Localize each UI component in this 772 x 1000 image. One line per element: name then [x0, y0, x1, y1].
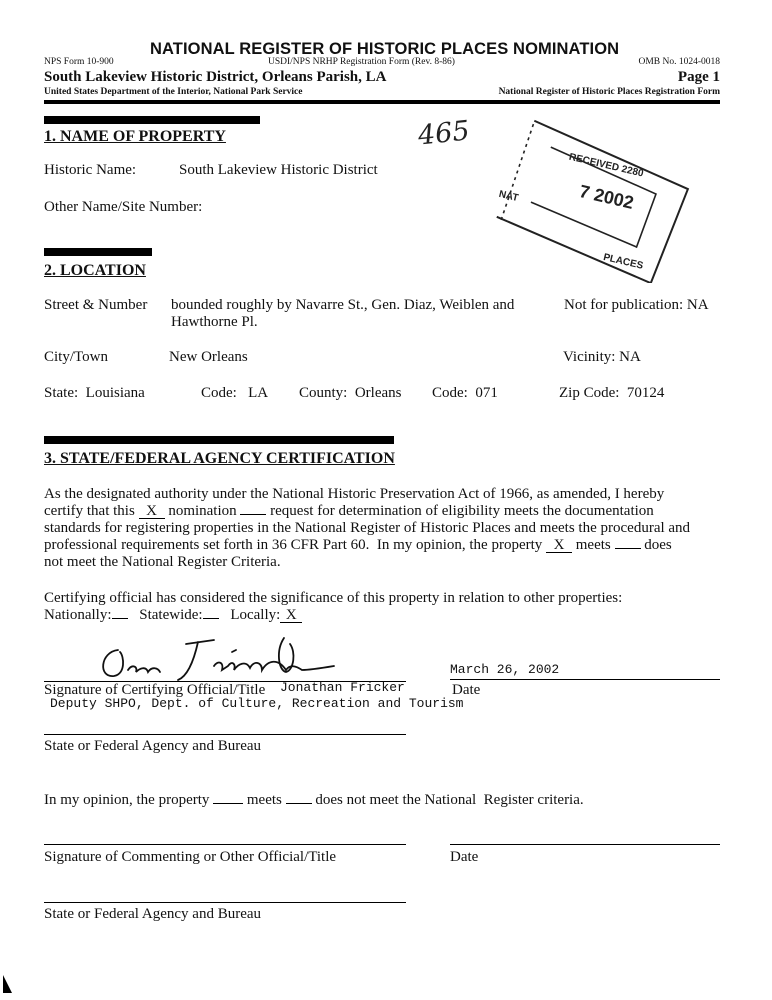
page-number: Page 1 [677, 69, 720, 85]
date-label: Date [452, 682, 481, 698]
city-label: City/Town [44, 349, 108, 365]
agency2-label: State or Federal Agency and Bureau [44, 906, 262, 922]
page-title: NATIONAL REGISTER OF HISTORIC PLACES NOMINATION [150, 40, 620, 58]
stamp-nat: NAT [497, 188, 520, 204]
nomination-check: X [139, 504, 165, 519]
signer-title: Deputy SHPO, Dept. of Culture, Recreation and Tourism [50, 696, 464, 711]
not-for-publication: Not for publication: NA [564, 297, 709, 313]
omb-number: OMB No. 1024-0018 [638, 57, 720, 67]
cert-line1: As the designated authority under the National Historic Preservation Act of 1966, as amended, I hereby [44, 486, 665, 502]
street-label: Street & Number [44, 297, 148, 313]
request-check [240, 514, 266, 515]
commenting-signature-line [44, 844, 406, 845]
received-stamp [478, 118, 708, 283]
state: State: Louisiana [44, 385, 145, 401]
handwritten-number: 465 [416, 115, 472, 152]
form-revision: USDI/NPS NRHP Registration Form (Rev. 8-86) [268, 57, 455, 67]
cert-line3: standards for registering properties in the National Register of Historic Places and meets the procedural and [44, 520, 691, 536]
signer-name: Jonathan Fricker [280, 680, 405, 695]
section2-bar [44, 248, 152, 256]
nationally-label: Nationally: [44, 607, 112, 623]
form-number: NPS Form 10-900 [44, 57, 114, 67]
cert-line5: not meet the National Register Criteria. [44, 554, 281, 570]
statewide-label: Statewide: [139, 607, 203, 623]
opinion-line: In my opinion, the property meets does not meet the National Register criteria. [44, 792, 584, 808]
agency-label: State or Federal Agency and Bureau [44, 738, 262, 754]
commenting-signature-label: Signature of Commenting or Other Official/Title [44, 849, 337, 865]
does-not-meet-check [615, 548, 641, 549]
cert-line4: professional requirements set forth in 36 CFR Part 60. In my opinion, the property X meets does [44, 537, 672, 553]
street-value-line2: Hawthorne Pl. [171, 314, 258, 330]
county: County: Orleans [299, 385, 402, 401]
department: United States Department of the Interior, National Park Service [44, 87, 303, 97]
significance-line: Certifying official has considered the significance of this property in relation to other properties: [44, 590, 623, 606]
historic-name-label: Historic Name: [44, 162, 137, 178]
scan-mark [2, 975, 14, 1000]
cert-line2: certify that this X nomination request for determination of eligibility meets the documentation [44, 503, 654, 519]
date-line [450, 679, 720, 680]
vicinity: Vicinity: NA [563, 349, 641, 365]
agency2-line [44, 902, 406, 903]
stamp-received: RECEIVED 2280 [567, 151, 645, 180]
locally-check: X [280, 608, 302, 623]
section3-heading: 3. STATE/FEDERAL AGENCY CERTIFICATION [44, 450, 395, 467]
section1-heading: 1. NAME OF PROPERTY [44, 128, 226, 145]
historic-name-value: South Lakeview Historic District [179, 162, 378, 178]
county-code: Code: 071 [432, 385, 498, 401]
state-code: Code: LA [201, 385, 269, 401]
section1-bar [44, 116, 260, 124]
street-value-line1: bounded roughly by Navarre St., Gen. Diaz, Weiblen and [171, 297, 515, 313]
stamp-date: 7 2002 [577, 181, 636, 213]
significance-levels [44, 607, 302, 624]
header-rule [44, 100, 720, 104]
signature-date-value: March 26, 2002 [450, 662, 560, 677]
meets-check: X [546, 538, 572, 553]
zip-code: Zip Code: 70124 [559, 385, 665, 401]
stamp-places: PLACES [602, 251, 645, 272]
city-value: New Orleans [169, 349, 248, 365]
locally-label: Locally: [230, 607, 281, 623]
form-name: National Register of Historic Places Registration Form [498, 87, 720, 97]
section2-heading: 2. LOCATION [44, 262, 146, 279]
agency-line [44, 734, 406, 735]
signature-label: Signature of Certifying Official/Title [44, 682, 266, 698]
commenting-date-label: Date [450, 849, 479, 865]
district-title: South Lakeview Historic District, Orleans Parish, LA [44, 69, 387, 85]
commenting-date-line [450, 844, 720, 845]
other-name-label: Other Name/Site Number: [44, 199, 203, 215]
section3-bar [44, 436, 394, 444]
